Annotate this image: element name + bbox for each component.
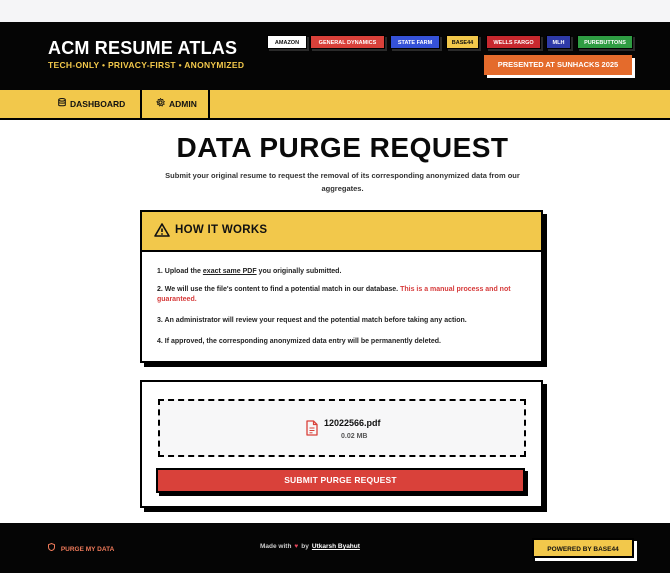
step-1 bbox=[157, 267, 532, 277]
sponsor-badge[interactable]: PUREBUTTONS bbox=[577, 35, 633, 49]
brand-title[interactable]: ACM RESUME ATLAS bbox=[48, 38, 238, 58]
step-2 bbox=[157, 285, 532, 305]
made-with-credit bbox=[260, 543, 360, 550]
step-1-text: 1. Upload the bbox=[157, 268, 203, 275]
sponsor-badge[interactable]: GENERAL DYNAMICS bbox=[310, 35, 385, 49]
heart-icon: ♥ bbox=[294, 543, 299, 550]
sponsor-badge[interactable]: AMAZON bbox=[267, 35, 307, 49]
nav-admin-label: ADMIN bbox=[169, 99, 197, 109]
brand-tagline: TECH-ONLY • PRIVACY-FIRST • ANONYMIZED bbox=[48, 60, 245, 70]
database-icon bbox=[58, 91, 66, 119]
site-header bbox=[0, 22, 670, 90]
steps-list bbox=[157, 267, 532, 355]
file-name: 12022566.pdf bbox=[324, 418, 381, 428]
nav-admin[interactable] bbox=[142, 90, 210, 118]
nav-dashboard-label: DASHBOARD bbox=[70, 99, 126, 109]
powered-by-badge[interactable]: POWERED BY BASE44 bbox=[532, 538, 634, 558]
page-title: DATA PURGE REQUEST bbox=[176, 132, 509, 163]
file-icon bbox=[305, 420, 319, 436]
step-4: 4. If approved, the corresponding anonymized data entry will be permanently deleted. bbox=[157, 338, 441, 345]
gear-icon bbox=[156, 91, 165, 119]
by-label: by bbox=[301, 543, 309, 550]
sponsor-badge[interactable]: BASE44 bbox=[446, 35, 479, 49]
how-it-works-title: HOW IT WORKS bbox=[175, 224, 268, 236]
presented-badge: PRESENTED AT SUNHACKS 2025 bbox=[484, 55, 632, 75]
sponsor-badge[interactable]: WELLS FARGO bbox=[486, 35, 541, 49]
main-nav bbox=[0, 90, 670, 120]
warning-triangle-icon bbox=[154, 222, 170, 238]
file-dropzone[interactable] bbox=[158, 399, 526, 457]
file-size: 0.02 MB bbox=[341, 433, 368, 440]
purge-my-data-link[interactable] bbox=[48, 543, 114, 553]
step-2-warning: This is a manual process and not guaranteed. bbox=[157, 286, 511, 303]
step-1-suffix: you originally submitted. bbox=[256, 268, 342, 275]
exact-pdf-emphasis: exact same PDF bbox=[202, 268, 257, 275]
shield-icon bbox=[48, 546, 57, 553]
how-it-works-card bbox=[140, 210, 543, 363]
step-3: 3. An administrator will review your request and the potential match before taking any action. bbox=[157, 317, 467, 324]
made-with-label: Made with bbox=[260, 543, 292, 550]
site-footer bbox=[0, 523, 670, 573]
purge-my-data-label: PURGE MY DATA bbox=[60, 546, 115, 553]
how-it-works-header bbox=[142, 212, 541, 252]
upload-card bbox=[140, 380, 543, 508]
sponsor-badge[interactable]: STATE FARM bbox=[390, 35, 440, 49]
page-description: Submit your original resume to request the removal of its corresponding anonymized data from our aggregates. bbox=[165, 171, 520, 193]
submit-purge-button[interactable]: SUBMIT PURGE REQUEST bbox=[156, 468, 525, 493]
browser-top-strip bbox=[0, 0, 670, 22]
step-2-text: 2. We will use the file's content to find a potential match in our database. bbox=[157, 286, 401, 293]
author-link[interactable]: Utkarsh Byahut bbox=[311, 543, 360, 550]
sponsor-badge[interactable]: MLH bbox=[546, 35, 571, 49]
nav-dashboard[interactable] bbox=[44, 90, 142, 118]
